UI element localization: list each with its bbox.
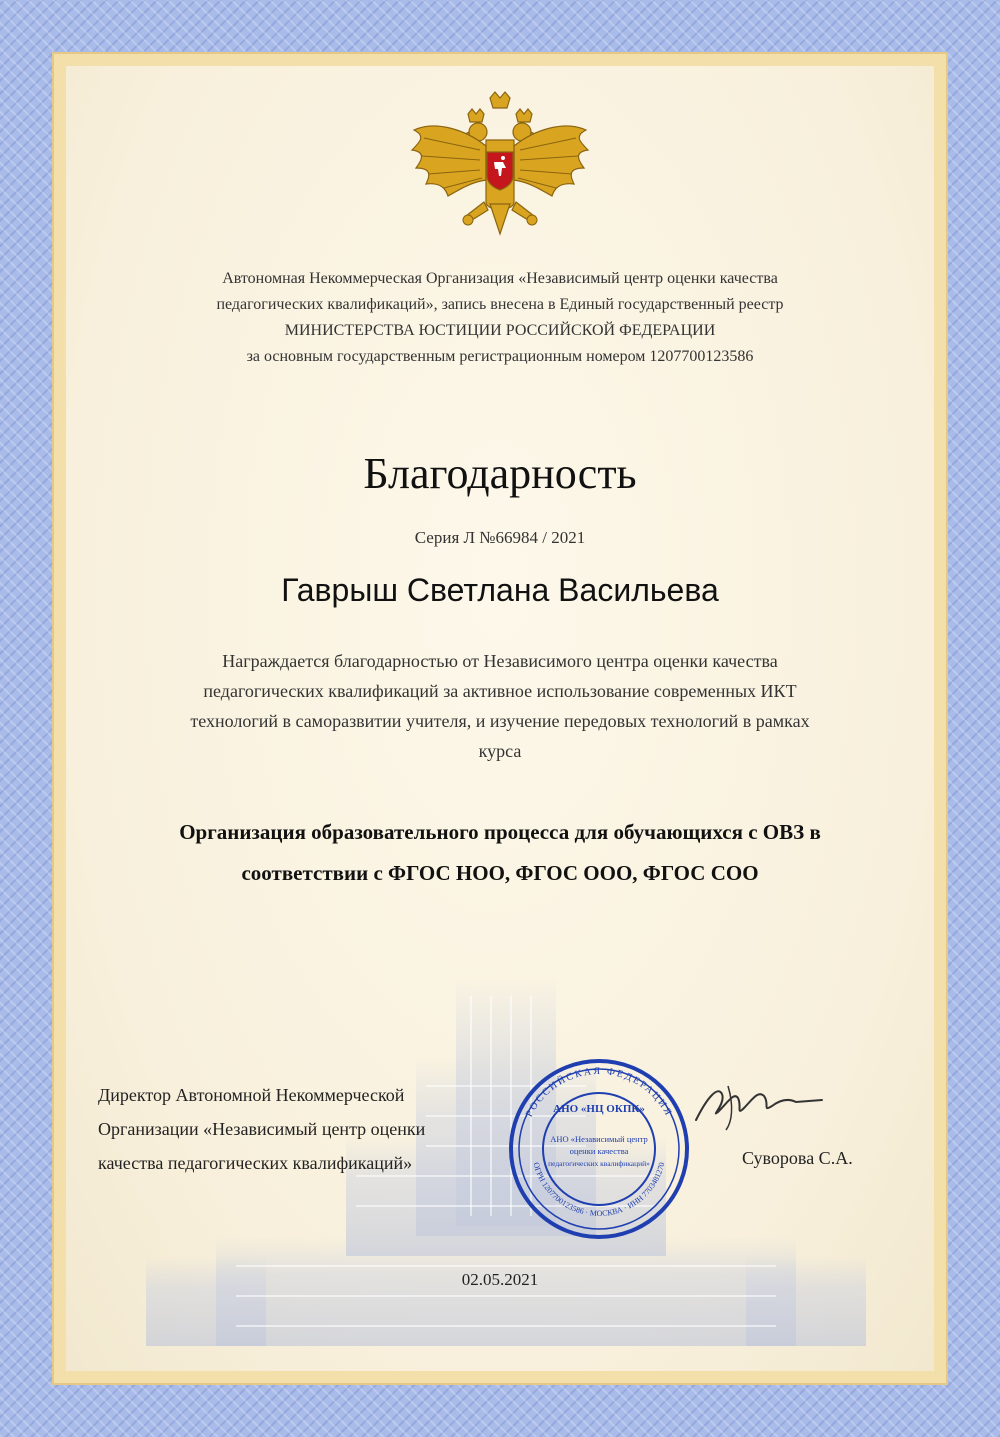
stamp-inner-line: педагогических квалификаций» [548,1159,650,1168]
organization-header [106,266,894,370]
stamp-ring-text: РОССИЙСКАЯ ФЕДЕРАЦИЯ [523,1065,675,1119]
official-stamp [506,1056,692,1242]
organization-line: МИНИСТЕРСТВА ЮСТИЦИИ РОССИЙСКОЙ ФЕДЕРАЦИИ [284,322,716,339]
svg-text:ОГРН 1207700123586 · МОСКВА · [532,1161,667,1218]
organization-line: педагогических квалификаций», запись внесена в Единый государственный реестр [216,296,784,313]
description-line: курса [478,741,522,761]
organization-line: Автономная Некоммерческая Организация «Независимый центр оценки качества [222,270,778,287]
stamp-bottom-text: ОГРН 1207700123586 · МОСКВА · ИНН 7703481270 [531,1161,667,1219]
course-line: соответствии с ФГОС НОО, ФГОС ООО, ФГОС СОО [241,861,759,885]
organization-line: за основным государственным регистрационным номером 1207700123586 [246,348,754,365]
issue-date: 02.05.2021 [461,1270,539,1289]
signer-name: Суворова С.А. [742,1148,853,1168]
director-line: Организации «Независимый центр оценки [98,1119,426,1139]
description-line: технологий в саморазвитии учителя, и изучение передовых технологий в рамках [190,711,810,731]
signature-icon [688,1076,828,1136]
certificate-title: Благодарность [363,449,637,498]
description-line: педагогических квалификаций за активное использование современных ИКТ [203,681,797,701]
stamp-inner-line: оценки качества [569,1146,629,1156]
course-title [96,812,904,894]
stamp-top-text: АНО «НЦ ОКПК» [553,1103,645,1115]
certificate-series: Серия Л №66984 / 2021 [414,528,586,547]
director-line: качества педагогических квалификаций» [98,1153,413,1173]
director-block [98,1078,498,1180]
certificate-sheet [66,66,934,1371]
director-line: Директор Автономной Некоммерческой [98,1085,405,1105]
recipient-name: Гаврыш Светлана Васильева [281,572,719,608]
stamp-inner-line: АНО «Независимый центр [550,1134,648,1144]
description-line: Награждается благодарностью от Независимого центра оценки качества [222,651,778,671]
coat-of-arms-icon [406,90,594,250]
award-description [112,646,888,766]
course-line: Организация образовательного процесса для обучающихся с ОВЗ в [179,820,821,844]
